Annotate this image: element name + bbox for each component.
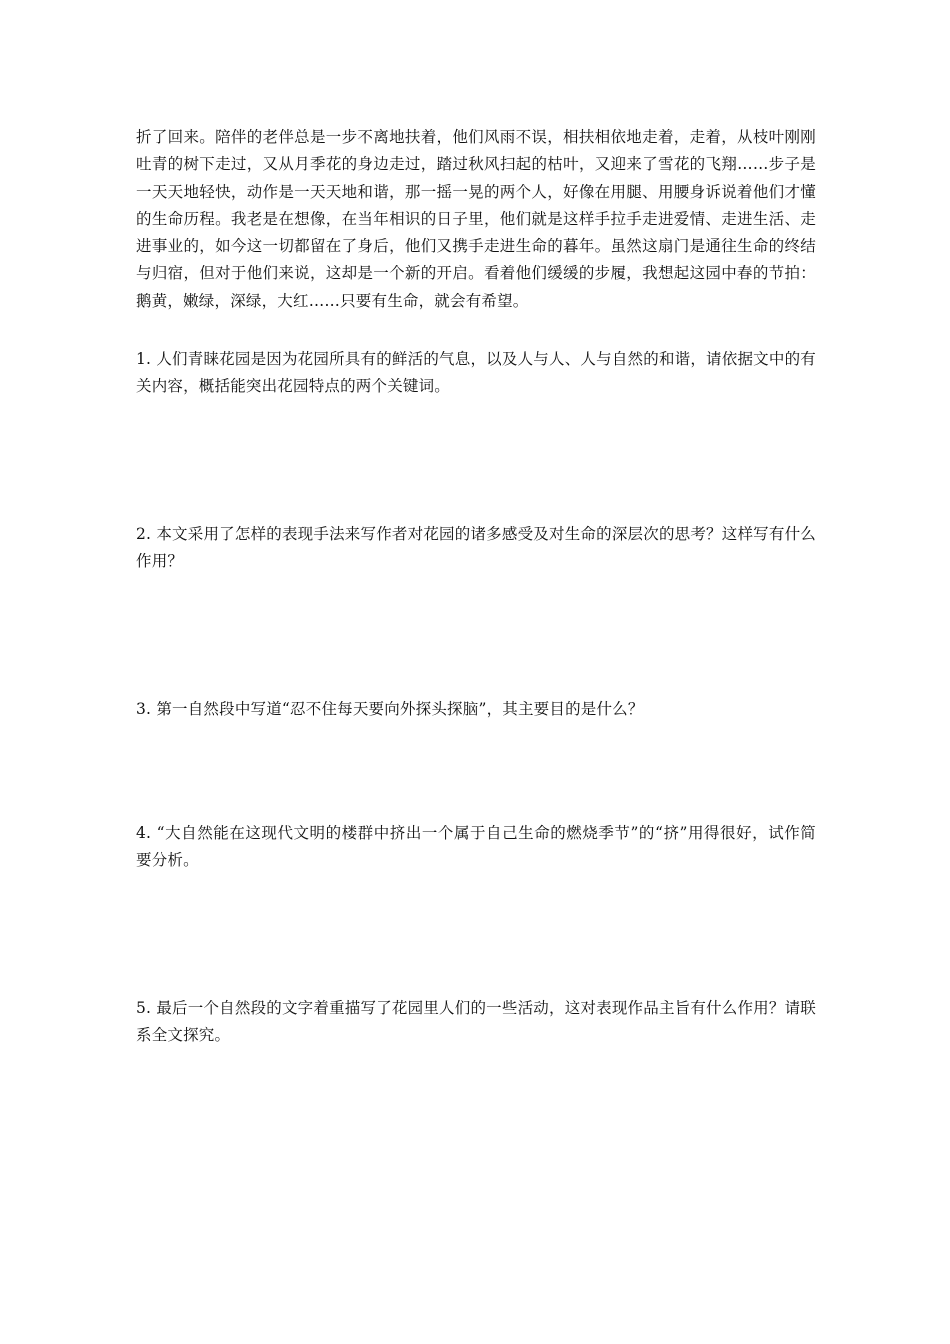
question-3: 3. 第一自然段中写道“忍不住每天要向外探头探脑”，其主要目的是什么？	[136, 700, 644, 718]
question-5: 5. 最后一个自然段的文字着重描写了花园里人们的一些活动，这对表现作品主旨有什么作用？请联系全文探究。	[136, 999, 816, 1045]
question-2: 2. 本文采用了怎样的表现手法来写作者对花园的诸多感受及对生命的深层次的思考？这样写有什么作用？	[136, 525, 816, 571]
question-1: 1. 人们青睐花园是因为花园所具有的鲜活的气息，以及人与人、人与自然的和谐，请依据文中的有关内容，概括能突出花园特点的两个关键词。	[136, 350, 816, 396]
passage-paragraph: 折了回来。陪伴的老伴总是一步不离地扶着，他们风雨不误，相扶相依地走着，走着，从枝叶刚刚吐青的树下走过，又从月季花的身边走过，踏过秋风扫起的枯叶，又迎来了雪花的飞翔……步子是一天天地轻快，动作是一天天地和谐，那一摇一晃的两个人，好像在用腿、用腰身诉说着他们才懂的生命历程。我老是在想像，在当年相识的日子里，他们就是这样手拉手走进爱情、走进生活、走进事业的，如今这一切都留在了身后，他们又携手走进生命的暮年。虽然这扇门是通往生命的终结与归宿，但对于他们来说，这却是一个新的开启。看着他们缓缓的步履，我想起这园中春的节拍：鹅黄，嫩绿，深绿，大红……只要有生命，就会有希望。	[136, 128, 816, 310]
question-4: 4. “大自然能在这现代文明的楼群中挤出一个属于自己生命的燃烧季节”的“挤”用得很好，试作简要分析。	[136, 824, 816, 870]
